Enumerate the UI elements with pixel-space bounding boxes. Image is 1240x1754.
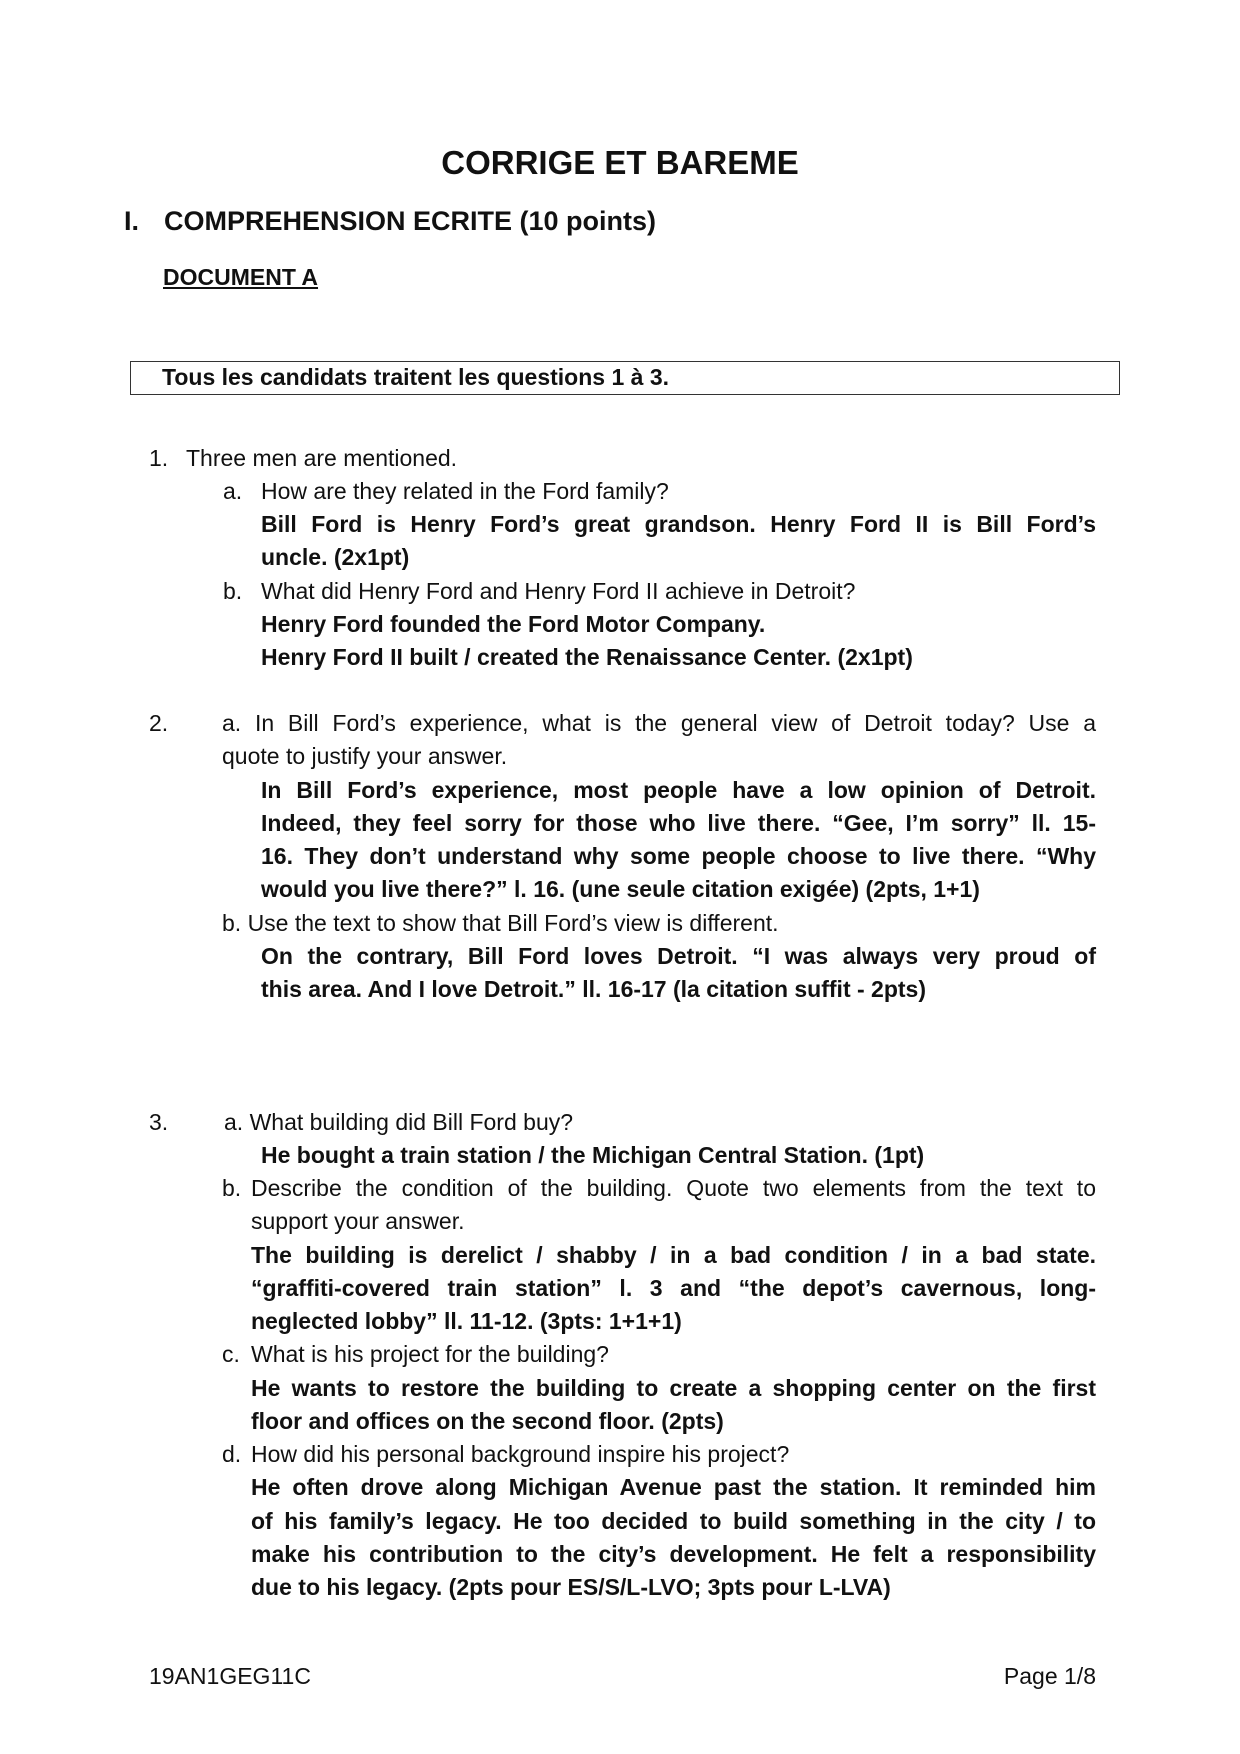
answer-3b-line-2: “graffiti-covered train station” l. 3 and “the depot’s cavernous, long- <box>251 1275 1096 1301</box>
answer-1b-line-2: Henry Ford II built / created the Renaissance Center. (2x1pt) <box>261 644 913 670</box>
question-3a-text: a. What building did Bill Ford buy? <box>224 1109 574 1135</box>
answer-3d-line-4: due to his legacy. (2pts pour ES/S/L-LVO; 3pts pour L-LVA) <box>251 1574 891 1600</box>
question-2a-text-line-2: quote to justify your answer. <box>222 743 508 769</box>
question-2a-text-line-1: a. In Bill Ford’s experience, what is the general view of Detroit today? Use a <box>222 710 1096 736</box>
question-1b-label: b. <box>223 578 243 604</box>
answer-3c-line-2: floor and offices on the second floor. (2pts) <box>251 1408 724 1434</box>
question-2b-text: b. Use the text to show that Bill Ford’s view is different. <box>222 910 779 936</box>
question-3b-text-line-2: support your answer. <box>251 1208 465 1234</box>
answer-2b-line-1: On the contrary, Bill Ford loves Detroit. “I was always very proud of <box>261 943 1096 969</box>
answer-3d-line-1: He often drove along Michigan Avenue past the station. It reminded him <box>251 1474 1096 1500</box>
section-title: COMPREHENSION ECRITE (10 points) <box>164 206 657 236</box>
question-1-text: Three men are mentioned. <box>186 445 458 471</box>
instruction-box <box>130 361 1120 395</box>
section-heading <box>124 206 656 237</box>
answer-2a-line-1: In Bill Ford’s experience, most people have a low opinion of Detroit. <box>261 777 1096 803</box>
question-3d-label: d. <box>222 1441 242 1467</box>
question-2-number: 2. <box>149 710 169 736</box>
answer-2a-line-4: would you live there?” l. 16. (une seule citation exigée) (2pts, 1+1) <box>261 876 980 902</box>
page-title: CORRIGE ET BAREME <box>441 144 799 181</box>
instruction-text: Tous les candidats traitent les questions 1 à 3. <box>162 364 669 390</box>
question-3c-label: c. <box>222 1341 240 1367</box>
document-label: DOCUMENT A <box>163 264 319 290</box>
answer-3d-line-3: make his contribution to the city’s development. He felt a responsibility <box>251 1541 1096 1567</box>
answer-3b-line-3: neglected lobby” ll. 11-12. (3pts: 1+1+1) <box>251 1308 682 1334</box>
answer-3b-line-1: The building is derelict / shabby / in a bad condition / in a bad state. <box>251 1242 1096 1268</box>
question-3b-label: b. <box>222 1175 242 1201</box>
answer-1a-line-2: uncle. (2x1pt) <box>261 544 410 570</box>
question-1a-text: How are they related in the Ford family? <box>261 478 669 504</box>
answer-1a-line-1: Bill Ford is Henry Ford’s great grandson. Henry Ford II is Bill Ford’s <box>261 511 1096 537</box>
answer-2a-line-2: Indeed, they feel sorry for those who live there. “Gee, I’m sorry” ll. 15- <box>261 810 1096 836</box>
question-3-number: 3. <box>149 1109 169 1135</box>
answer-3a: He bought a train station / the Michigan Central Station. (1pt) <box>261 1142 925 1168</box>
question-1a-label: a. <box>223 478 243 504</box>
footer-code: 19AN1GEG11C <box>149 1663 311 1689</box>
answer-1b-line-1: Henry Ford founded the Ford Motor Company. <box>261 611 766 637</box>
question-1-number: 1. <box>149 445 169 471</box>
question-3b-text-line-1: Describe the condition of the building. Quote two elements from the text to <box>251 1175 1096 1201</box>
answer-2b-line-2: this area. And I love Detroit.” ll. 16-17 (la citation suffit - 2pts) <box>261 976 926 1002</box>
answer-3d-line-2: of his family’s legacy. He too decided to build something in the city / to <box>251 1508 1096 1534</box>
question-3c-text: What is his project for the building? <box>251 1341 609 1367</box>
question-1b-text: What did Henry Ford and Henry Ford II achieve in Detroit? <box>261 578 856 604</box>
question-3d-text: How did his personal background inspire his project? <box>251 1441 790 1467</box>
answer-3c-line-1: He wants to restore the building to create a shopping center on the first <box>251 1375 1096 1401</box>
footer-page-number: Page 1/8 <box>1003 1663 1096 1689</box>
answer-2a-line-3: 16. They don’t understand why some people choose to live there. “Why <box>261 843 1096 869</box>
section-number: I. <box>124 206 140 236</box>
